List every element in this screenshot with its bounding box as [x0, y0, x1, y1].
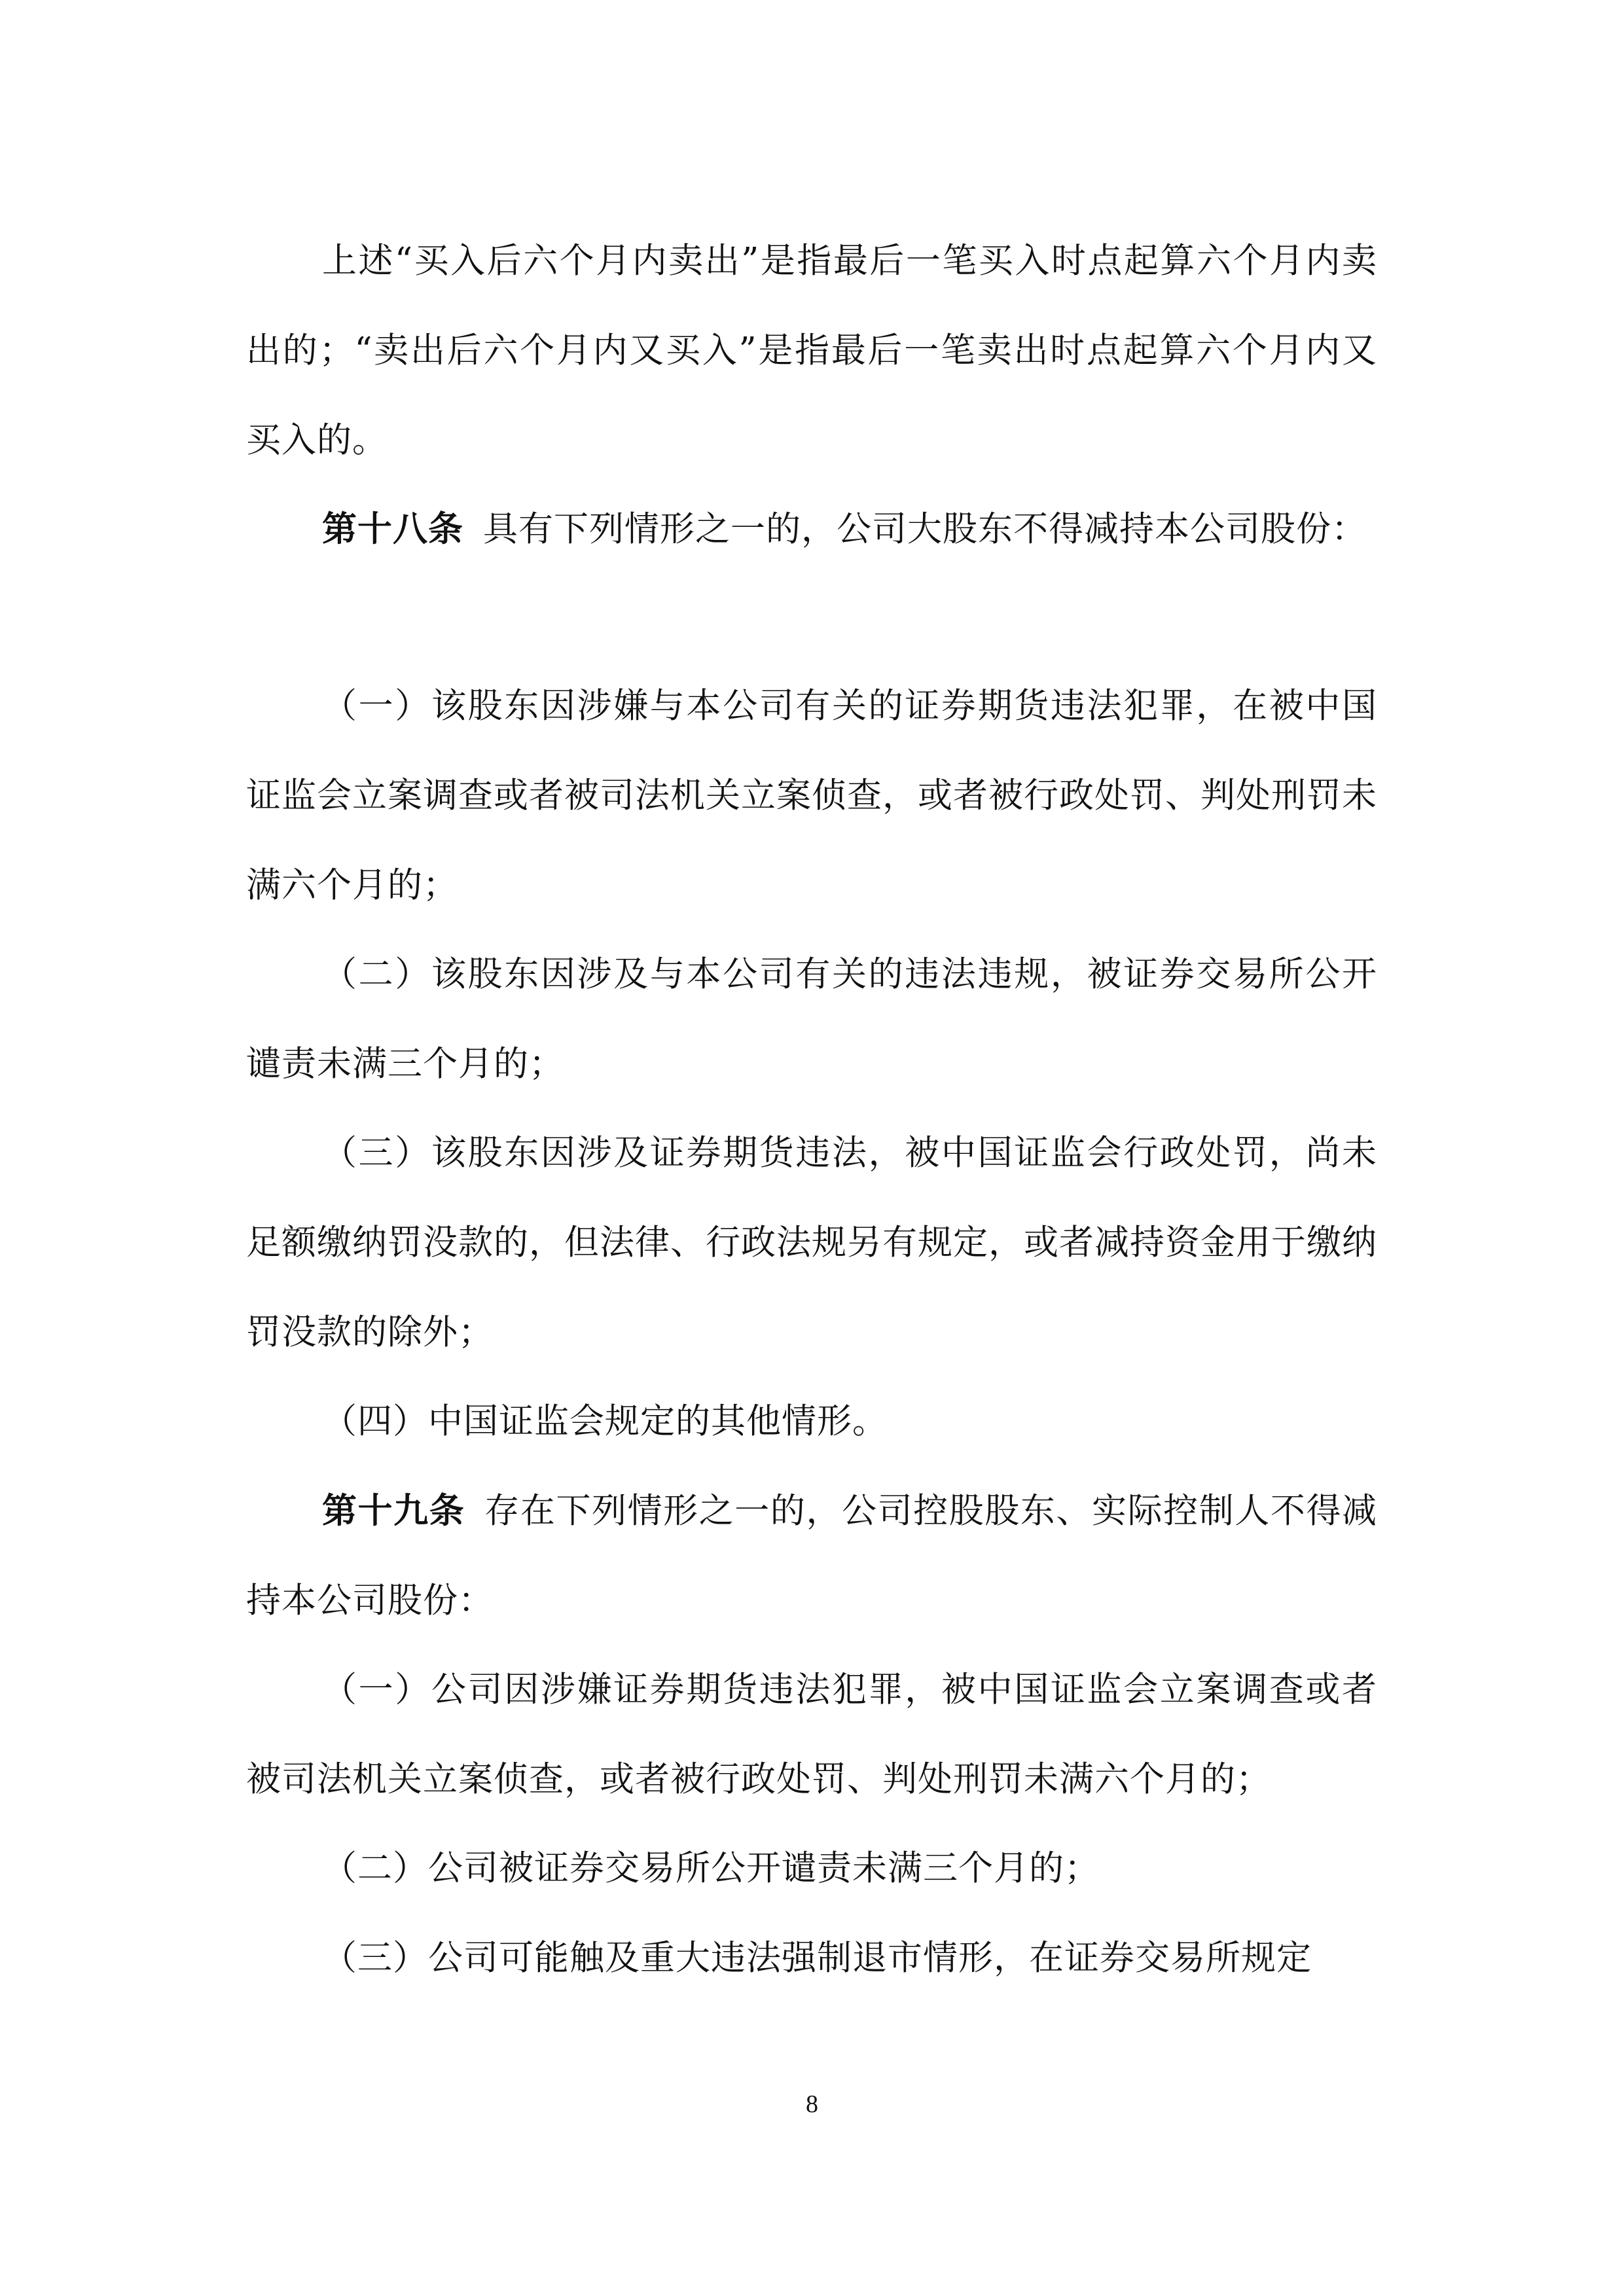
article-19-item-2 [246, 1823, 1377, 1913]
article-18-item-4 [246, 1376, 1377, 1466]
paragraph-buy-sell-definition [246, 216, 1377, 485]
article-18-item-1 [246, 661, 1377, 930]
paragraph-text: （一）该股东因涉嫌与本公司有关的证券期货违法犯罪，在被中国证监会立案调查或者被司法机关立案侦查，或者被行政处罚、判处刑罚未满六个月的； [246, 686, 1377, 905]
paragraph-text: （二）公司被证券交易所公开谴责未满三个月的； [322, 1848, 1100, 1888]
paragraph-text: （三）该股东因涉及证券期货违法，被中国证监会行政处罚，尚未足额缴纳罚没款的，但法律、行政法规另有规定，或者减持资金用于缴纳罚没款的除外； [246, 1133, 1377, 1352]
article-18-label: 第十八条 [322, 509, 463, 549]
paragraph-text: 存在下列情形之一的，公司控股股东、实际控制人不得减持本公司股份： [246, 1491, 1378, 1621]
article-18-intro [246, 484, 1377, 574]
paragraph-text: （一）公司因涉嫌证券期货违法犯罪，被中国证监会立案调查或者被司法机关立案侦查，或者被行政处罚、判处刑罚未满六个月的； [246, 1670, 1377, 1799]
paragraph-text: （四）中国证监会规定的其他情形。 [322, 1401, 888, 1441]
page-number: 8 [806, 2090, 818, 2118]
article-19-item-3 [246, 1913, 1377, 2003]
paragraph-text: 上述“买入后六个月内卖出”是指最后一笔买入时点起算六个月内卖出的；“卖出后六个月内又买入”是指最后一笔卖出时点起算六个月内又买入的。 [246, 241, 1377, 460]
article-18-item-2 [246, 929, 1377, 1109]
paragraph-text: 具有下列情形之一的，公司大股东不得减持本公司股份： [483, 509, 1367, 549]
paragraph-text: （三）公司可能触及重大违法强制退市情形，在证券交易所规定 [322, 1938, 1312, 1978]
article-19-intro [246, 1466, 1377, 1645]
paragraph-text: （二）该股东因涉及与本公司有关的违法违规，被证券交易所公开谴责未满三个月的； [246, 954, 1377, 1084]
article-18-item-3 [246, 1108, 1377, 1377]
article-19-label: 第十九条 [322, 1490, 465, 1531]
article-19-item-1 [246, 1645, 1377, 1824]
